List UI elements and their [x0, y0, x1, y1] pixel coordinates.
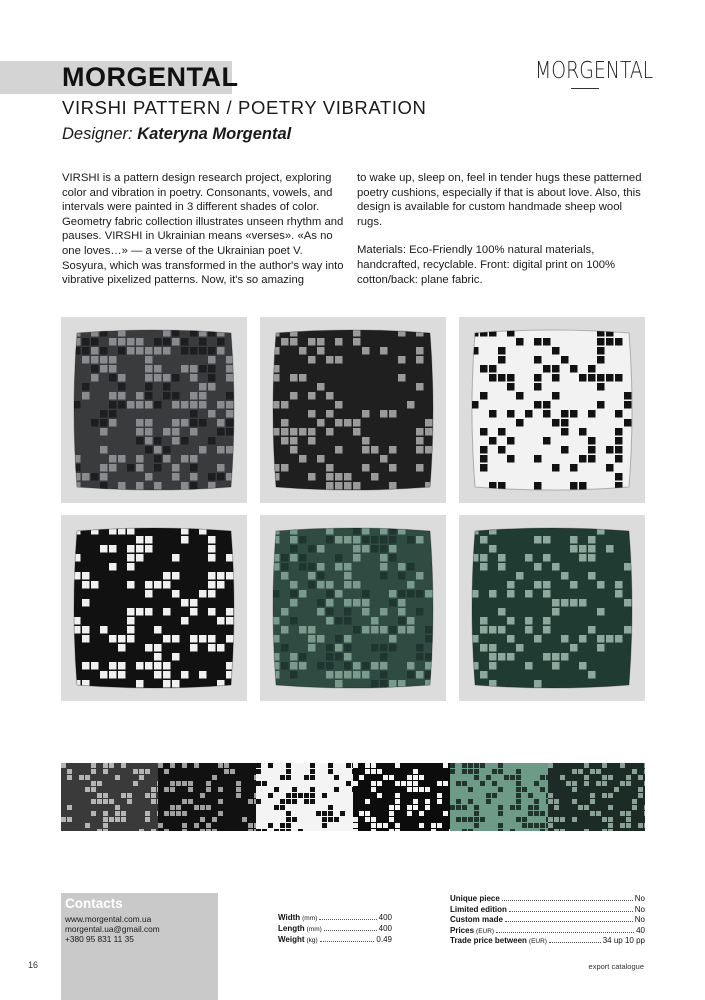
website-link[interactable]: www.morgental.com.ua — [65, 914, 152, 924]
spec-unit: (mm) — [302, 915, 318, 922]
detail-row-limited — [450, 904, 645, 914]
detail-unit: (EUR) — [528, 938, 547, 945]
swatch-5[interactable] — [450, 763, 547, 831]
cushion-image-1[interactable] — [61, 317, 247, 503]
spec-value: 0.49 — [376, 935, 392, 944]
swatch-render — [450, 763, 547, 831]
detail-label: Unique piece — [450, 894, 500, 903]
detail-row-unique — [450, 893, 645, 903]
cushion-image-6[interactable] — [459, 515, 645, 701]
detail-value: No — [634, 915, 645, 924]
spec-label: Length — [278, 924, 305, 933]
cushion-render — [459, 515, 645, 701]
detail-label: Trade price between — [450, 936, 527, 945]
detail-row-trade-price — [450, 935, 645, 945]
brand-logo[interactable] — [524, 58, 654, 89]
detail-label: Prices — [450, 925, 475, 935]
cushion-image-3[interactable] — [459, 317, 645, 503]
spec-row-weight — [278, 934, 392, 944]
description-column-2 — [357, 171, 647, 287]
page-number: 16 — [28, 960, 39, 970]
catalogue-label: export catalogue — [588, 962, 644, 971]
swatch-render — [353, 763, 450, 831]
swatch-render — [61, 763, 158, 831]
spec-value: 400 — [378, 913, 392, 922]
cushion-render — [260, 515, 446, 701]
swatch-render — [548, 763, 645, 831]
swatch-4[interactable] — [353, 763, 450, 831]
cushion-image-2[interactable] — [260, 317, 446, 503]
swatch-3[interactable] — [256, 763, 353, 831]
spec-label: Weight — [278, 935, 305, 944]
materials-text: Materials: Eco-Friendly 100% natural materials, handcrafted, recyclable. Front: digital print on 100% cotton/back: plane fabric. — [357, 244, 616, 286]
description-column-1 — [62, 171, 347, 288]
designer-name: Kateryna Morgental — [137, 125, 292, 143]
cushion-image-4[interactable] — [61, 515, 247, 701]
spec-value: 400 — [378, 924, 392, 933]
swatch-1[interactable] — [61, 763, 158, 831]
cushion-render — [61, 317, 247, 503]
contacts-title: Contacts — [65, 896, 123, 911]
detail-label: Limited edition — [450, 904, 507, 914]
cushion-render — [260, 317, 446, 503]
spec-unit: (kg) — [306, 937, 318, 944]
detail-value: No — [634, 904, 645, 914]
cushion-render — [459, 317, 645, 503]
swatch-2[interactable] — [158, 763, 255, 831]
spec-row-length — [278, 923, 392, 933]
cushion-render — [61, 515, 247, 701]
detail-value: 34 up 10 pp — [602, 936, 645, 945]
swatch-render — [256, 763, 353, 831]
email-link[interactable]: morgental.ua@gmail.com — [65, 924, 160, 934]
spec-row-width — [278, 912, 392, 922]
brand-title: MORGENTAL — [62, 62, 239, 92]
swatch-6[interactable] — [548, 763, 645, 831]
swatch-render — [158, 763, 255, 831]
contacts-panel — [61, 893, 218, 1000]
detail-row-custom — [450, 914, 645, 924]
spec-label: Width — [278, 913, 301, 922]
designer-line — [62, 125, 291, 144]
spec-unit: (mm) — [306, 926, 322, 933]
logo-underline — [571, 88, 599, 89]
detail-value: 40 — [636, 925, 645, 935]
phone-number[interactable]: +380 95 831 11 35 — [65, 934, 134, 944]
pattern-swatch-strip — [61, 763, 645, 831]
designer-label: Designer: — [62, 125, 133, 143]
detail-row-price — [450, 925, 645, 935]
collection-subtitle: VIRSHI PATTERN / POETRY VIBRATION — [62, 97, 427, 118]
description-text-2: to wake up, sleep on, feel in tender hugs these patterned poetry cushions, especially if that is about love. Also, this design is available for custom handmade sheep wool rugs. — [357, 172, 642, 228]
detail-value: No — [634, 894, 645, 903]
detail-label: Custom made — [450, 915, 503, 924]
cushion-image-5[interactable] — [260, 515, 446, 701]
detail-unit: (EUR) — [476, 927, 495, 935]
description-text-1: VIRSHI is a pattern design research project, exploring color and vibration in poetry. Consonants, vowels, and intervals were painted in 3 different shades of color. Geometry fabric collection illustrates unseen rhythm and pauses. VIRSHI in Ukrainian means «verses». «As no one loves…» — a verse of the Ukrainian poet V. Sosyura, which was transformed in the author's way into vibrative pixelized patterns. Now, it's so amazing — [62, 172, 344, 287]
logo-text: MORGENTAL — [534, 58, 654, 84]
